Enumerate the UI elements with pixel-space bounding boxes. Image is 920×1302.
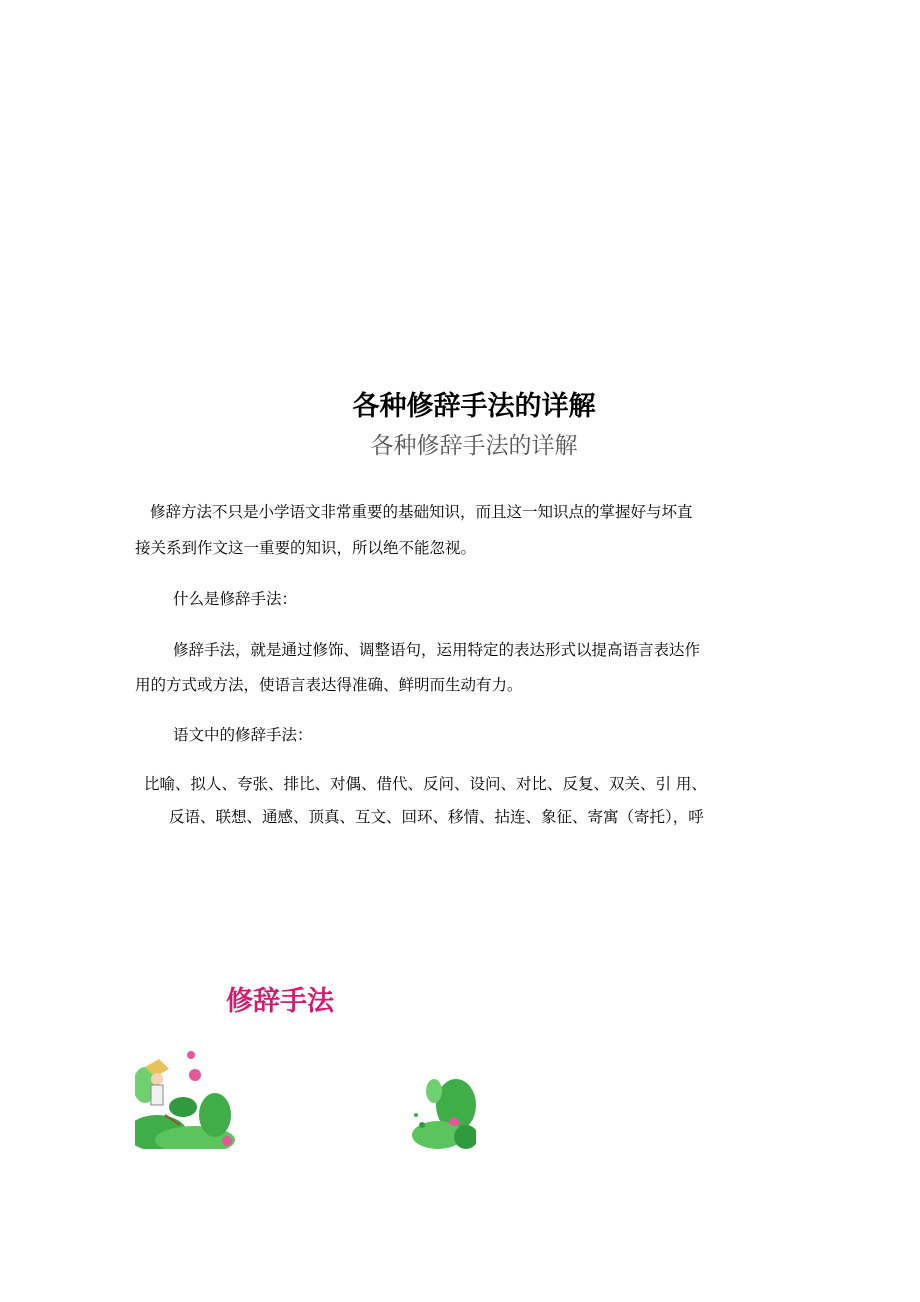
intro-line-2: 接关系到作文这一重要的知识，所以绝不能忽视。 (135, 539, 477, 557)
intro-line-1: 修辞方法不只是小学语文非常重要的基础知识，而且这一知识点的掌握好与坏直 (150, 503, 693, 521)
rhetoric-list-line-2: 反语、联想、通感、顶真、互文、回环、移情、拈连、象征、寄寓（寄托），呼 (169, 808, 704, 826)
list-heading: 语文中的修辞手法： (173, 726, 313, 744)
page-title: 各种修辞手法的详解 (352, 391, 596, 422)
section-title: 修辞手法 (226, 986, 334, 1017)
rhetoric-list-line-1: 比喻、拟人、夸张、排比、对偶、借代、反问、设问、对比、反复、双关、引 用、 (144, 775, 707, 793)
page-subtitle: 各种修辞手法的详解 (370, 433, 578, 459)
definition-line-2: 用的方式或方法，使语言表达得准确、鲜明而生动有力。 (135, 676, 523, 694)
lotus-illustration-icon (410, 1075, 476, 1149)
lotus-child-illustration-icon (135, 1045, 235, 1149)
question-heading: 什么是修辞手法： (173, 590, 298, 608)
definition-line-1: 修辞手法，就是通过修饰、调整语句，运用特定的表达形式以提高语言表达作 (173, 641, 701, 659)
